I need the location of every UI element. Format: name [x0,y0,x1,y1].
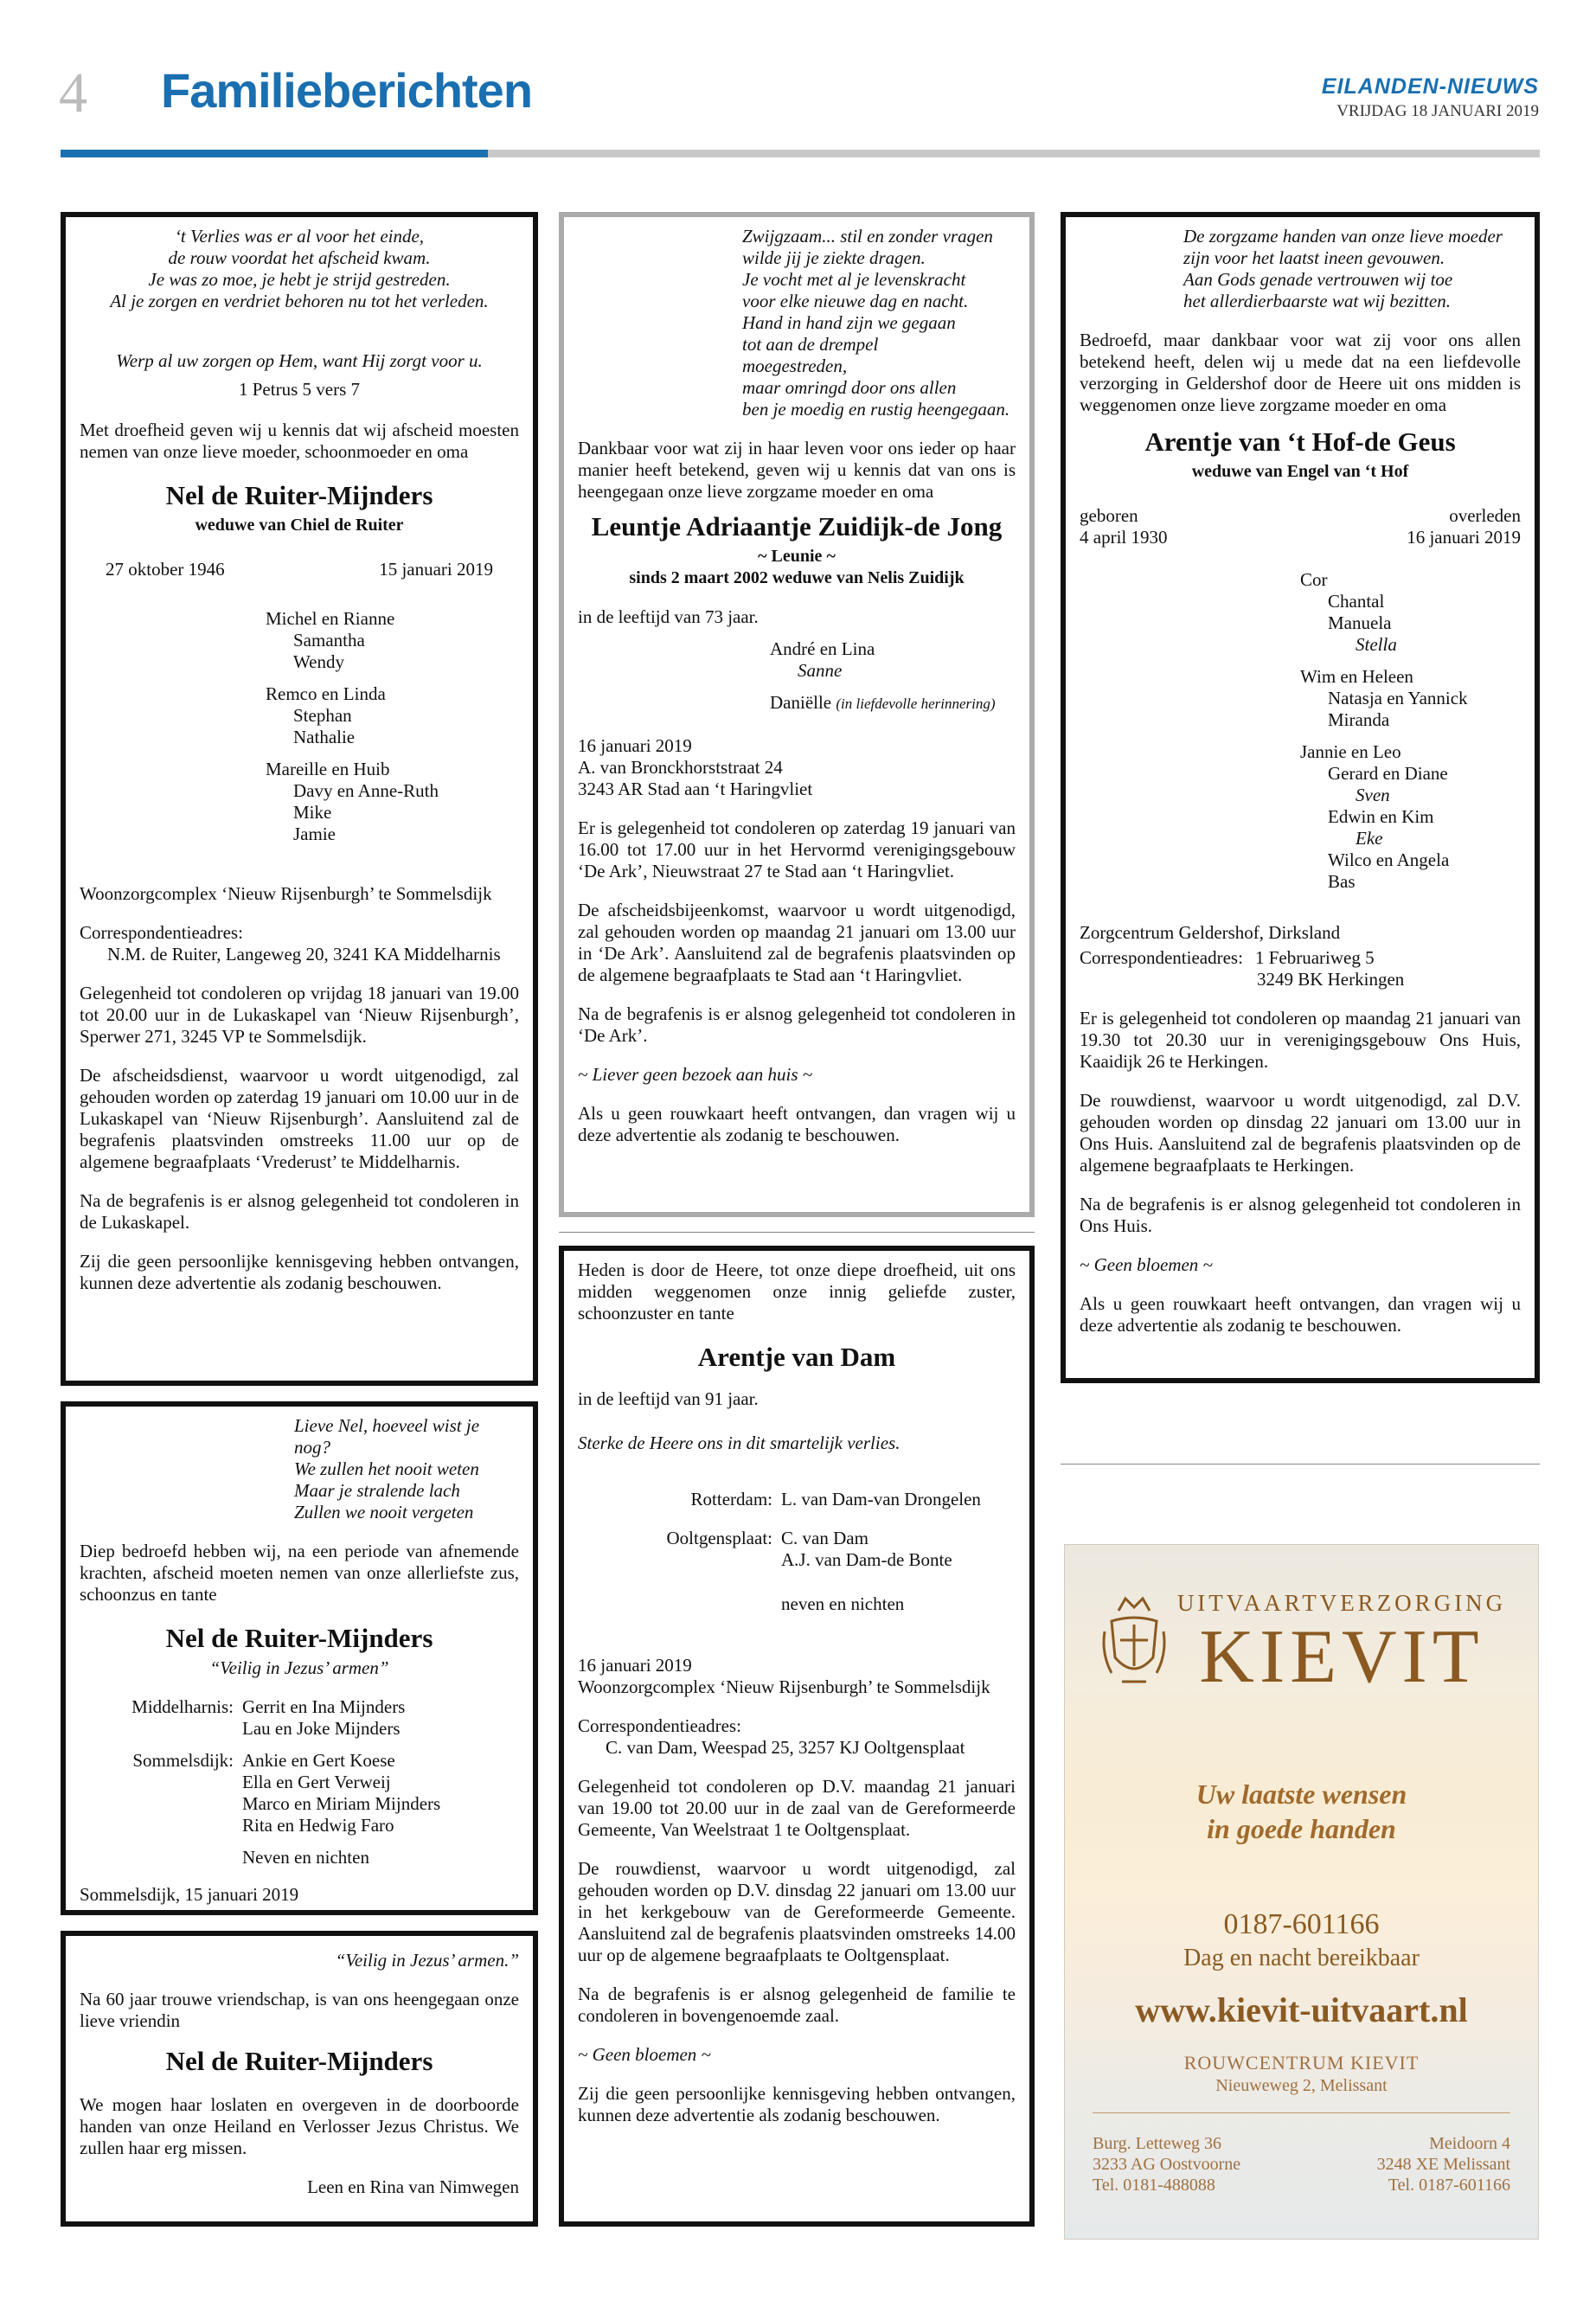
deceased-subtitle: weduwe van Chiel de Ruiter [195,516,404,535]
page-number: 4 [59,61,87,125]
correspondence-label: Correspondentieadres: [578,1715,741,1736]
closing-text: Zij die geen persoonlijke kennisgeving hebben ontvangen, kunnen deze advertentie als zodanig beschouwen. [80,1251,519,1293]
verse-reference: 1 Petrus 5 vers 7 [239,379,360,400]
correspondence-address: C. van Dam, Weespad 25, 3257 KJ Ooltgensplaat [606,1737,965,1758]
deceased-name: Nel de Ruiter-Mijnders [165,480,433,510]
death-notice-van-t-hof [1061,212,1540,1383]
service-info: De afscheidsdienst, waarvoor u wordt uitgenodigd, zal gehouden worden op zaterdag 19 januari om 10.00 uur in de Lukaskapel van ‘Nieuw Rijsenburgh’. Aansluitend zal de begrafenis plaatsvinden omstreeks 11.00 uur op de algemene begraafplaats ‘Vrederust’ te Middelharnis. [80,1065,519,1172]
tribute-text: We mogen haar loslaten en overgeven in de doorboorde handen van onze Heiland en Verlosser Jezus Christus. We zullen haar erg missen. [80,2094,519,2158]
closing-text: Zij die geen persoonlijke kennisgeving hebben ontvangen, kunnen deze advertentie als zodanig beschouwen. [578,2083,1016,2125]
motto: “Veilig in Jezus’ armen” [209,1657,389,1678]
closing-text: Als u geen rouwkaart heeft ontvangen, dan vragen wij u deze advertentie als zodanig te beschouwen. [578,1103,1016,1145]
death-notice-nimwegen [61,1931,538,2227]
location: Zorgcentrum Geldershof, Dirksland [1080,922,1341,943]
intro-text: Met droefheid geven wij u kennis dat wij afscheid moesten nemen van onze lieve moeder, schoonmoeder en oma [80,420,519,462]
deceased-subtitle: sinds 2 maart 2002 weduwe van Nelis Zuidijk [629,568,965,587]
death-notice-zuidijk [559,212,1035,1217]
family-list: Michel en Rianne Samantha Wendy Remco en Linda Stephan Nathalie Mareille en Huib Davy en Anne-Ruth Mike Jamie [266,608,439,844]
death-notice-van-dam [559,1246,1035,2227]
centre-address: Nieuweweg 2, Melissant [1215,2076,1388,2095]
phone-number: 0187-601166 [1223,1908,1380,1940]
deceased-name: Nel de Ruiter-Mijnders [165,1623,433,1653]
signed-by: Leen en Rina van Nimwegen [307,2176,519,2197]
after-info: Na de begrafenis is er alsnog gelegenheid tot condoleren in Ons Huis. [1080,1194,1521,1236]
family-list: André en Lina Sanne Daniëlle (in liefdevolle herinnering) [770,638,996,713]
condolence-info: Er is gelegenheid tot condoleren op maandag 21 januari van 19.30 tot 20.30 uur in verenigingsgebouw Ons Huis, Kaaidijk 26 te Herkingen. [1080,1008,1521,1072]
service-info: De rouwdienst, waarvoor u wordt uitgenodigd, zal gehouden worden op D.V. dinsdag 22 januari om 13.00 uur in het kerkgebouw van de Gereformeerde Gemeente. Aansluitend zal de begrafenis plaatsvinden omstreeks 14.00 uur op de algemene begraafplaats te Ooltgensplaat. [578,1858,1016,1965]
slogan-line-1: Uw laatste wensen [1195,1779,1407,1810]
brand-name: KIEVIT [1199,1615,1484,1699]
family-group-ooltgensplaat: Ooltgensplaat: C. van Dam A.J. van Dam-de Bonte neven en nichten [666,1528,952,1614]
correspondence: Correspondentieadres: 1 Februariweg 5 3249 BK Herkingen [1080,947,1405,990]
intro-text: Na 60 jaar trouwe vriendschap, is van ons heengegaan onze lieve vriendin [80,1989,519,2031]
condolence-info: Er is gelegenheid tot condoleren op zaterdag 19 januari van 16.00 tot 17.00 uur in het Hervormd verenigingsgebouw ‘De Ark’, Nieuwstraat 27 te Stad aan ‘t Haringvliet. [578,817,1016,881]
deceased-name: Leuntje Adriaantje Zuidijk-de Jong [591,511,1003,542]
correspondence-address: N.M. de Ruiter, Langeweg 20, 3241 KA Middelharnis [107,944,501,965]
brand-top: UITVAARTVERZORGING [1176,1590,1507,1616]
availability: Dag en nacht bereikbaar [1183,1945,1420,1971]
age: in de leeftijd van 91 jaar. [578,1388,759,1409]
family-list: Cor Chantal Manuela Stella Wim en Heleen Natasja en Yannick Miranda Jannie en Leo Gerard en Diane Sven Edwin en Kim Eke Wilco en Angela Bas [1300,569,1468,892]
footer-date: Sommelsdijk, 15 januari 2019 [80,1884,299,1905]
address-divider [1093,2112,1510,2113]
death-notice-mijnders-siblings [61,1401,538,1915]
note: ~ Geen bloemen ~ [1080,1254,1213,1275]
death-notice-ruiter-family [61,212,538,1386]
correspondence-label: Correspondentieadres: [80,922,243,943]
intro-text: Dankbaar voor wat zij in haar leven voor ons ieder op haar manier heeft betekend, geven wij u kennis dat van ons is heengegaan onze lieve zorgzame moeder en oma [578,438,1016,502]
poem: Zwijgzaam... stil en zonder vragen wilde jij je ziekte dragen. Je vocht met al je levenskracht voor elke nieuwe dag en nacht. Hand in hand zijn we gegaan tot aan de drempel moegestreden, maar omringd door ons allen ben je moedig en rustig heengegaan. [742,226,1010,420]
centre-name: ROUWCENTRUM KIEVIT [1183,2052,1420,2073]
after-info: Na de begrafenis is er alsnog gelegenheid tot condoleren in de Lukaskapel. [80,1190,519,1233]
poem: De zorgzame handen van onze lieve moeder zijn voor het laatst ineen gevouwen. Aan Gods genade vertrouwen wij toe het allerdierbaarste wat wij bezitten. [1183,226,1503,311]
service-info: De rouwdienst, waarvoor u wordt uitgenodigd, zal D.V. gehouden worden op dinsdag 22 januari om 13.00 uur in Ons Huis. Aansluitend zal de begrafenis plaatsvinden op de algemene begraafplaats te Herkingen. [1080,1090,1521,1176]
note: ~ Geen bloemen ~ [578,2044,711,2065]
service-info: De afscheidsbijeenkomst, waarvoor u wordt uitgenodigd, zal gehouden worden op maandag 21 januari om 13.00 uur in ‘De Ark’. Aansluitend zal de begrafenis plaatsvinden op de algemene begraafplaats te Stad aan ‘t Haringvliet. [578,900,1016,985]
intro-text: Diep bedroefd hebben wij, na een periode van afnemende krachten, afscheid moeten nemen van onze allerliefste zus, schoonzus en tante [80,1541,519,1605]
life-dates: 27 oktober 1946 15 januari 2019 [106,559,493,580]
website[interactable]: www.kievit-uitvaart.nl [1135,1990,1468,2029]
section-title: Familieberichten [161,63,533,118]
verse: Sterke de Heere ons in dit smartelijk verlies. [578,1433,901,1453]
issue-date: VRIJDAG 18 JANUARI 2019 [1336,102,1539,120]
intro-text: Heden is door de Heere, tot onze diepe droefheid, uit ons midden weggenomen onze innig geliefde zuster, schoonzuster en tante [578,1259,1016,1324]
condolence-info: Gelegenheid tot condoleren op D.V. maandag 21 januari van 19.00 tot 20.00 uur in de zaal van de Gereformeerde Gemeente, Van Weelstraat 1 te Ooltgensplaat. [578,1776,1016,1840]
deceased-name: Arentje van ‘t Hof-de Geus [1144,426,1456,457]
deceased-name: Nel de Ruiter-Mijnders [165,2046,433,2076]
nickname: ~ Leunie ~ [758,547,836,566]
home-address: 16 januari 2019 A. van Bronckhorststraat 24 3243 AR Stad aan ‘t Haringvliet [578,735,813,799]
deceased-name: Arentje van Dam [697,1342,896,1372]
header-rule-accent [61,150,488,157]
motto: “Veilig in Jezus’ armen.” [335,1950,519,1971]
bible-verse: Werp al uw zorgen op Hem, want Hij zorgt voor u. [116,350,483,371]
address-right: Meidoorn 4 3248 XE Melissant Tel. 0187-601166 [1376,2134,1510,2195]
after-info: Na de begrafenis is er alsnog gelegenheid de familie te condoleren in bovengenoemde zaal. [578,1984,1016,2026]
closing-text: Als u geen rouwkaart heeft ontvangen, dan vragen wij u deze advertentie als zodanig te beschouwen. [1080,1293,1521,1336]
intro-text: Bedroefd, maar dankbaar voor wat zij voor ons allen betekend heeft, delen wij u mede dat na een liefdevolle verzorging in Geldershof door de Heere uit ons midden is weggenomen onze lieve zorgzame moeder en oma [1080,330,1521,415]
family-group-middelharnis: Middelharnis: Gerrit en Ina Mijnders Lau en Joke Mijnders [131,1696,406,1739]
family-group-rotterdam: Rotterdam: L. van Dam-van Drongelen [690,1489,981,1509]
column-divider [1061,1464,1540,1465]
location: Woonzorgcomplex ‘Nieuw Rijsenburgh’ te Sommelsdijk [80,883,492,904]
address-left: Burg. Letteweg 36 3233 AG Oostvoorne Tel. 0181-488088 [1093,2134,1241,2195]
deceased-subtitle: weduwe van Engel van ‘t Hof [1191,462,1409,481]
poem: Lieve Nel, hoeveel wist je nog? We zullen het nooit weten Maar je stralende lach Zullen we nooit vergeten [294,1415,480,1522]
age: in de leeftijd van 73 jaar. [578,606,759,627]
date: 16 januari 2019 [578,1655,692,1676]
note: ~ Liever geen bezoek aan huis ~ [578,1064,813,1085]
kievit-advertisement [1064,1544,1539,2240]
after-info: Na de begrafenis is er alsnog gelegenheid tot condoleren in ‘De Ark’. [578,1003,1016,1046]
location: Woonzorgcomplex ‘Nieuw Rijsenburgh’ te Sommelsdijk [578,1676,990,1697]
column-divider [559,1232,1035,1233]
slogan-line-2: in goede handen [1207,1813,1396,1844]
life-dates: geboren 4 april 1930 overleden 16 januari 2019 [1080,505,1521,548]
newspaper-logo: EILANDEN-NIEUWS [1321,74,1539,99]
condolence-info: Gelegenheid tot condoleren op vrijdag 18 januari van 19.00 tot 20.00 uur in de Lukaskapel van ‘Nieuw Rijsenburgh’, Sperwer 271, 3245 VP te Sommelsdijk. [80,983,519,1047]
family-group-sommelsdijk: Sommelsdijk: Ankie en Gert Koese Ella en Gert Verweij Marco en Miriam Mijnders Rita en Hedwig Faro Neven en nichten [132,1750,441,1868]
poem: ‘t Verlies was er al voor het einde, de rouw voordat het afscheid kwam. Je was zo moe, je hebt je strijd gestreden. Al je zorgen en verdriet behoren nu tot het verleden. [110,226,489,311]
